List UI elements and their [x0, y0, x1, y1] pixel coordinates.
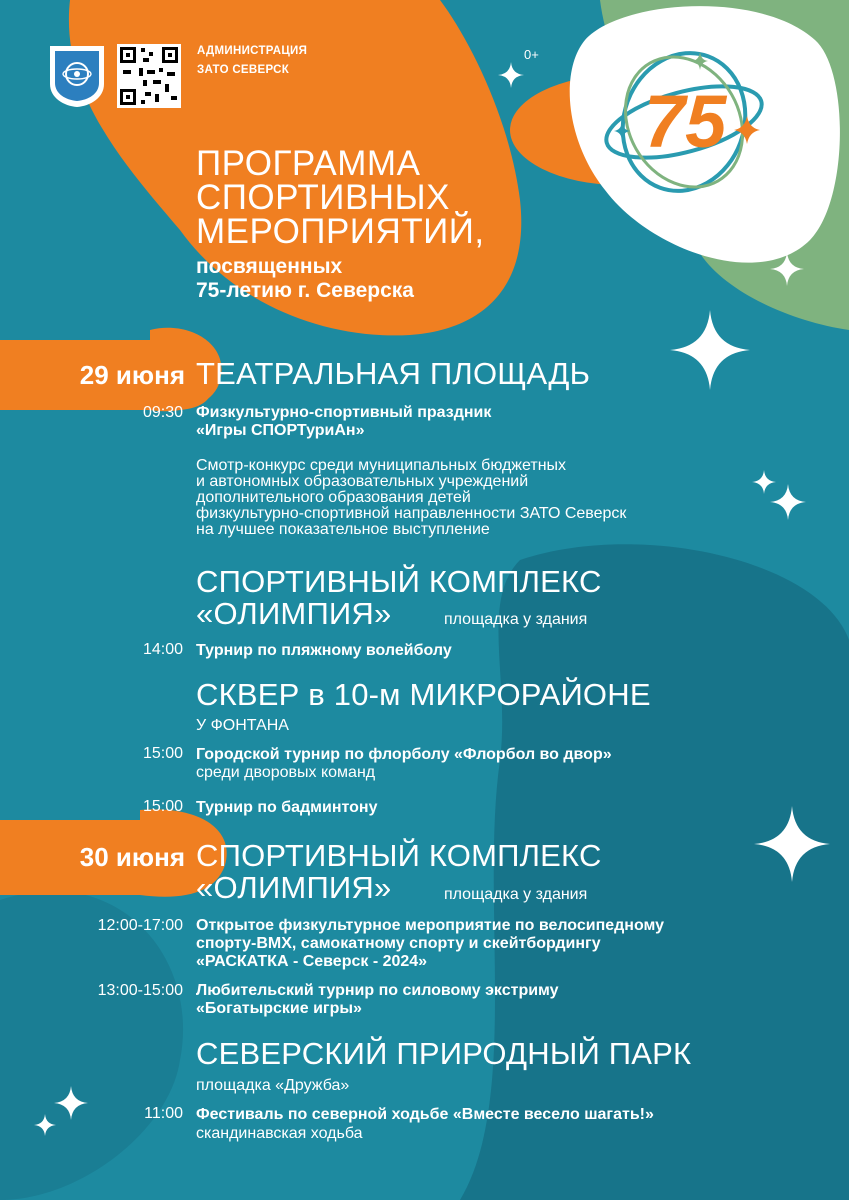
page-subtitle	[196, 255, 414, 303]
jubilee-number: 75	[644, 80, 727, 163]
event-line: «РАСКАТКА - Северск - 2024»	[196, 953, 428, 970]
desc-line: и автономных образовательных учреждений	[196, 473, 529, 490]
jubilee-75-logo	[592, 42, 772, 202]
day1-venue2-event1: Турнир по пляжному волейболу	[196, 642, 452, 659]
event-line: спорту-ВМХ, самокатному спорту и скейтбордингу	[196, 935, 601, 952]
sparkle-icon	[770, 252, 804, 291]
day1-venue1-event1-time: 09:30	[142, 404, 183, 421]
subtitle-line2: 75-летию г. Северска	[196, 279, 414, 302]
admin-label	[197, 42, 307, 80]
title-line2: СПОРТИВНЫХ	[196, 178, 450, 217]
event-line: Физкультурно-спортивный праздник	[196, 404, 492, 421]
desc-line: физкультурно-спортивной направленности ЗАТО Северск	[196, 505, 627, 522]
event-line: «Богатырские игры»	[196, 1000, 362, 1017]
day1-venue3-event1: Городской турнир по флорболу «Флорбол во двор»	[196, 746, 612, 763]
day1-venue3-event1-time: 15:00	[142, 745, 183, 762]
desc-line: на лучшее показательное выступление	[196, 521, 490, 538]
day1-venue3-note: У ФОНТАНА	[196, 717, 289, 734]
venue-line2: «ОЛИМПИЯ»	[196, 870, 392, 905]
title-line1: ПРОГРАММА	[196, 144, 421, 183]
event-line: «Игры СПОРТуриАн»	[196, 422, 365, 439]
venue-line1: СПОРТИВНЫЙ КОМПЛЕКС	[196, 564, 602, 599]
day2-date: 30 июня	[79, 842, 185, 872]
title-line3: МЕРОПРИЯТИЙ,	[196, 212, 485, 251]
day2-venue1-note: площадка у здания	[444, 886, 588, 903]
day2-venue1-event2	[196, 982, 559, 1018]
admin-line2: ЗАТО СЕВЕРСК	[197, 64, 290, 76]
desc-line: дополнительного образования детей	[196, 489, 471, 506]
sparkle-icon	[670, 310, 750, 395]
day2-venue2-event1-desc: скандинавская ходьба	[196, 1125, 363, 1142]
day2-venue2-note: площадка «Дружба»	[196, 1077, 350, 1094]
day1-venue1-event1	[196, 404, 491, 440]
coat-of-arms-icon	[48, 44, 106, 108]
desc-line: Смотр-конкурс среди муниципальных бюджетных	[196, 457, 567, 474]
day2-venue1-event1	[196, 917, 664, 971]
day1-venue3-event2: Турнир по бадминтону	[196, 799, 378, 816]
day1-venue1-description	[196, 458, 626, 538]
sparkle-icon	[754, 806, 830, 887]
subtitle-line1: посвященных	[196, 255, 343, 278]
day2-venue2-event1: Фестиваль по северной ходьбе «Вместе весело шагать!»	[196, 1106, 654, 1123]
day1-venue3-name: СКВЕР в 10-м МИКРОРАЙОНЕ	[196, 677, 651, 712]
event-line: Любительский турнир по силовому экстриму	[196, 982, 559, 999]
qr-code-icon[interactable]	[117, 44, 181, 108]
day2-venue1-event1-time: 12:00-17:00	[97, 917, 183, 934]
day1-date: 29 июня	[79, 360, 185, 390]
sparkle-icon	[498, 62, 524, 93]
day1-venue3-event2-time: 15:00	[142, 798, 183, 815]
day2-venue1-event2-time: 13:00-15:00	[97, 982, 183, 999]
day1-venue1-name: ТЕАТРАЛЬНАЯ ПЛОЩАДЬ	[196, 356, 591, 391]
sparkle-icon	[770, 484, 806, 525]
day2-venue2-event1-time: 11:00	[144, 1105, 183, 1122]
day1-venue2-note: площадка у здания	[444, 611, 588, 628]
day1-venue3-event1-desc: среди дворовых команд	[196, 764, 376, 781]
venue-line1: СПОРТИВНЫЙ КОМПЛЕКС	[196, 838, 602, 873]
age-rating: 0+	[524, 47, 539, 62]
admin-line1: АДМИНИСТРАЦИЯ	[197, 45, 308, 57]
day1-venue2-event1-time: 14:00	[142, 641, 183, 658]
page-title	[196, 144, 485, 251]
venue-line2: «ОЛИМПИЯ»	[196, 596, 392, 631]
event-line: Открытое физкультурное мероприятие по велосипедному	[196, 917, 665, 934]
day2-venue2-name: СЕВЕРСКИЙ ПРИРОДНЫЙ ПАРК	[196, 1036, 692, 1071]
